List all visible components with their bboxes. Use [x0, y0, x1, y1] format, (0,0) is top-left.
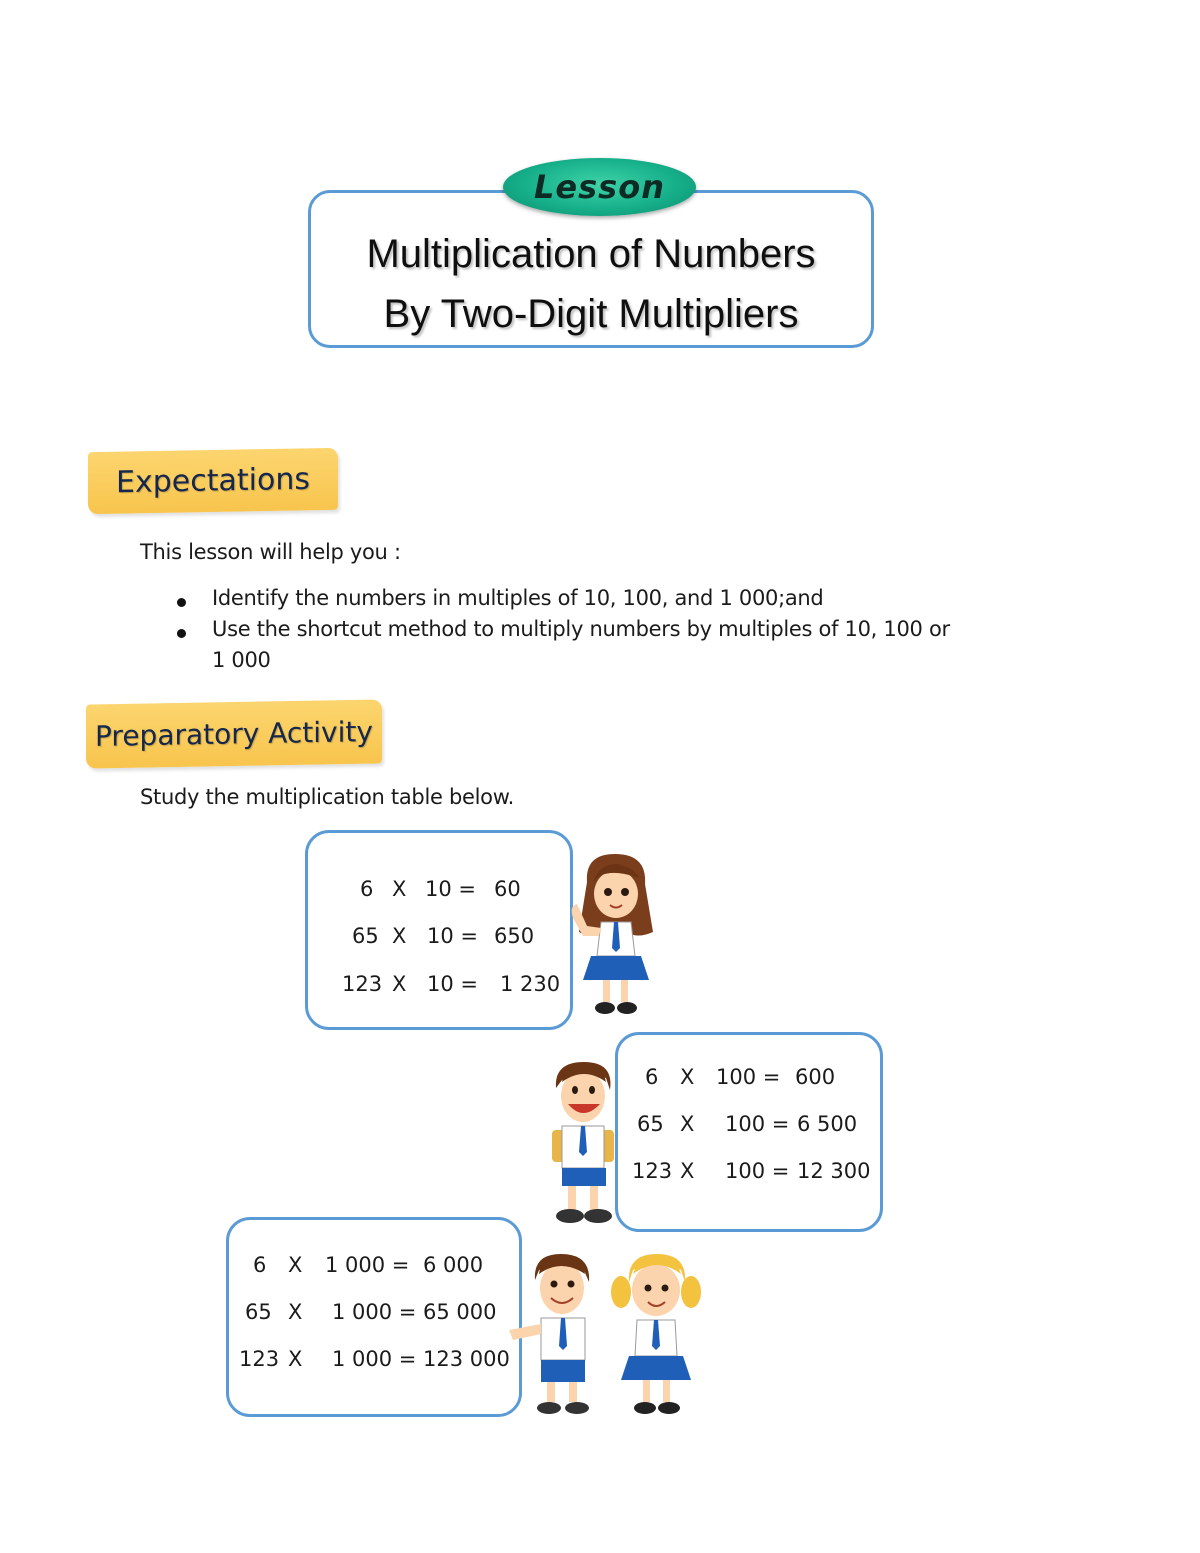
times-sign: X [288, 1300, 303, 1324]
bullet-dot [177, 629, 186, 638]
multiplicand: 6 [645, 1065, 659, 1089]
table-row [226, 1300, 522, 1326]
multiplier: 10 = [427, 972, 478, 996]
preparatory-banner [86, 699, 382, 768]
product: 60 [494, 877, 521, 901]
times-sign: X [392, 877, 407, 901]
times-sign: X [288, 1347, 303, 1371]
preparatory-heading: Preparatory Activity [95, 715, 373, 753]
table-row [615, 1065, 883, 1091]
lesson-badge-label: Lesson [534, 168, 665, 206]
expectation-item-1: Identify the numbers in multiples of 10, 100, and 1 000;and [212, 586, 824, 610]
times-sign: X [680, 1065, 695, 1089]
preparatory-instruction: Study the multiplication table below. [140, 785, 515, 809]
expectations-banner [88, 448, 338, 514]
multiplier: 10 = [427, 924, 478, 948]
product: 1 230 [500, 972, 561, 996]
lesson-title-line1: Multiplication of Numbers [366, 232, 816, 276]
times-sign: X [680, 1112, 695, 1136]
multiplicand: 123 [239, 1347, 280, 1371]
product: 12 300 [797, 1159, 871, 1183]
multiplier: 1 000 = [332, 1300, 417, 1324]
product: 123 000 [423, 1347, 510, 1371]
expectation-item-2-continued: 1 000 [212, 648, 271, 672]
bullet-dot [177, 598, 186, 607]
multiplier: 10 = [425, 877, 476, 901]
table-row [615, 1159, 883, 1185]
table-row [305, 972, 573, 998]
table-row [615, 1112, 883, 1138]
girl-student-illustration [565, 852, 665, 1020]
product: 600 [795, 1065, 836, 1089]
multiplier: 1 000 = [325, 1253, 410, 1277]
boy-student-illustration [548, 1060, 620, 1226]
multiplier: 1 000 = [332, 1347, 417, 1371]
two-students-illustration [505, 1252, 705, 1418]
product: 6 500 [797, 1112, 858, 1136]
table-row [305, 877, 573, 903]
times-sign: X [680, 1159, 695, 1183]
table-row [305, 924, 573, 950]
table-row [226, 1253, 522, 1279]
table-row [226, 1347, 522, 1373]
multiplicand: 65 [637, 1112, 664, 1136]
multiplicand: 6 [253, 1253, 267, 1277]
product: 65 000 [423, 1300, 497, 1324]
expectations-intro: This lesson will help you : [140, 540, 401, 564]
product: 6 000 [423, 1253, 484, 1277]
multiplier: 100 = [716, 1065, 781, 1089]
times-sign: X [392, 924, 407, 948]
multiplier: 100 = [725, 1159, 790, 1183]
expectations-heading: Expectations [116, 461, 310, 501]
multiplicand: 6 [360, 877, 374, 901]
product: 650 [494, 924, 535, 948]
expectation-item-2: Use the shortcut method to multiply numbers by multiples of 10, 100 or [212, 617, 950, 641]
multiplicand: 123 [342, 972, 383, 996]
multiplicand: 123 [632, 1159, 673, 1183]
times-sign: X [288, 1253, 303, 1277]
lesson-badge [503, 158, 696, 216]
multiplier: 100 = [725, 1112, 790, 1136]
multiplicand: 65 [352, 924, 379, 948]
multiplicand: 65 [245, 1300, 272, 1324]
times-sign: X [392, 972, 407, 996]
lesson-title-line2: By Two-Digit Multipliers [383, 292, 799, 336]
